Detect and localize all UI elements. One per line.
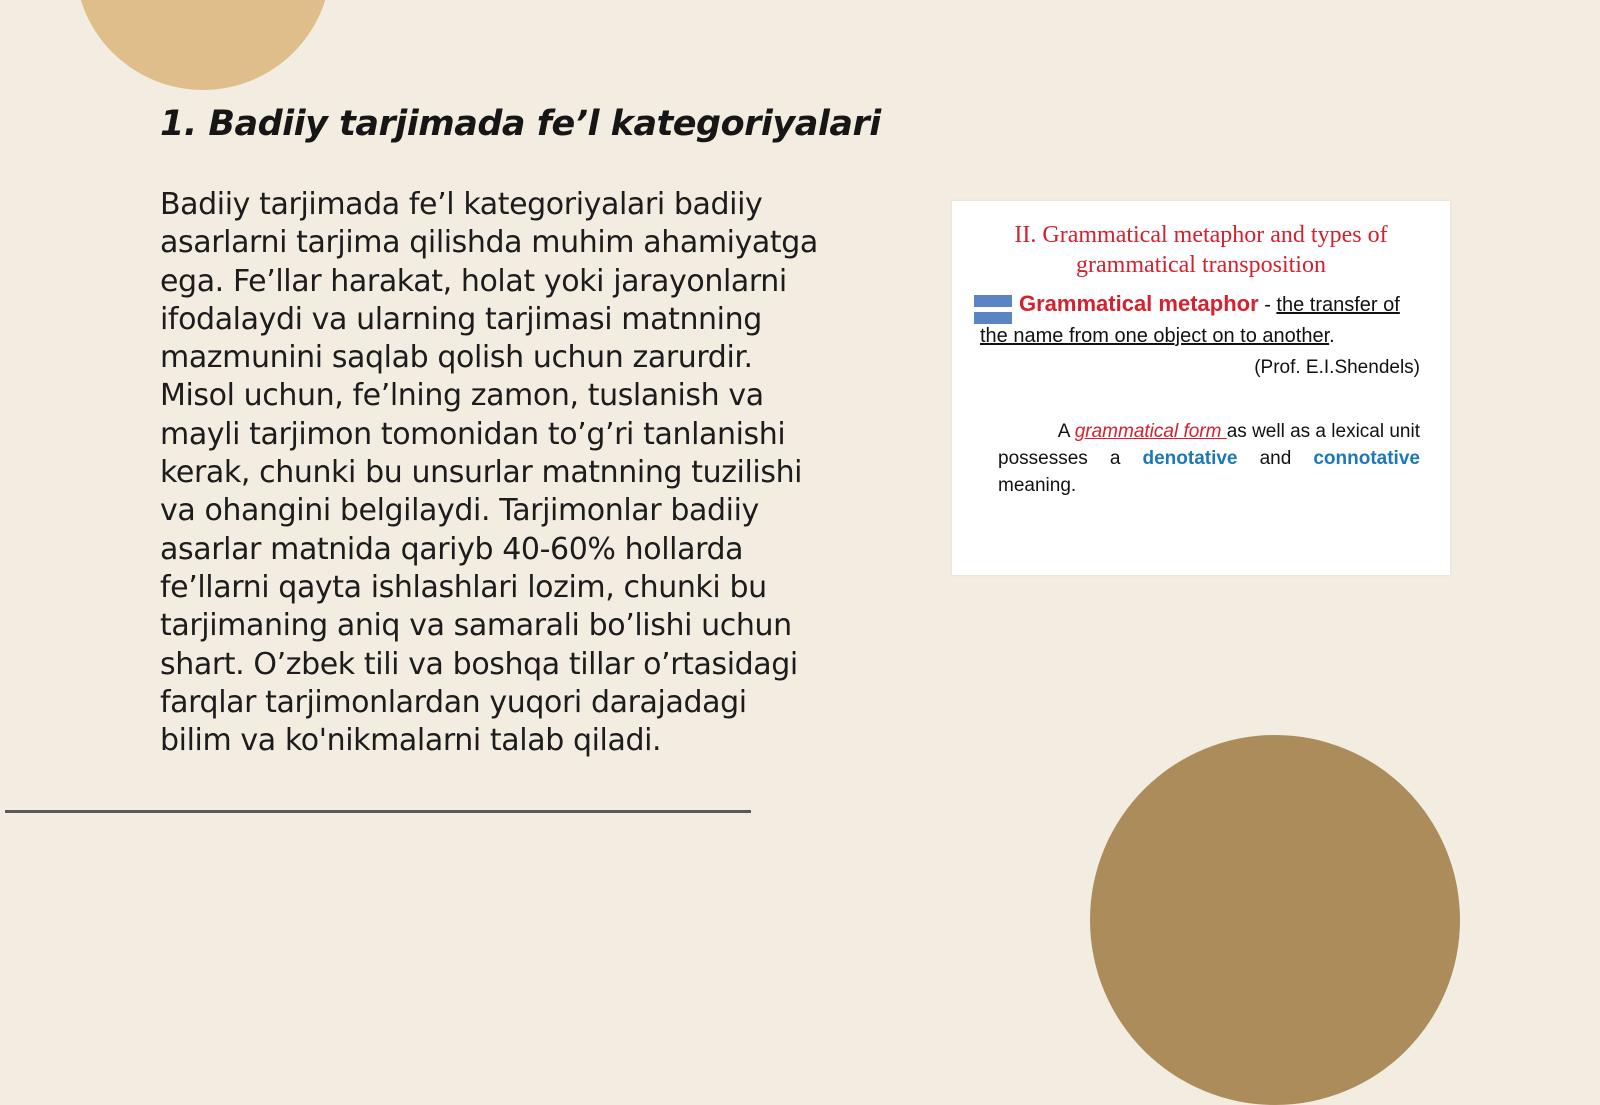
blue-bars-icon xyxy=(974,295,1012,325)
card-title-line: grammatical transposition xyxy=(1076,252,1326,278)
divider-line xyxy=(5,810,751,813)
body-line: bilim va ko'nikmalarni talab qiladi. xyxy=(160,723,662,759)
paragraph-text: A xyxy=(1057,421,1075,442)
meaning-paragraph-line xyxy=(998,421,1420,443)
body-line: ifodalaydi va ularning tarjimasi matnning xyxy=(160,301,762,337)
definition-dash: - xyxy=(1258,294,1277,316)
decorative-circle-top xyxy=(75,0,331,90)
connotative-term: connotative xyxy=(1313,448,1420,469)
body-line: asarlarni tarjima qilishda muhim ahamiyatga xyxy=(160,225,818,261)
card-title-line: II. Grammatical metaphor and types of xyxy=(1014,222,1388,248)
denotative-term: denotative xyxy=(1142,448,1238,469)
body-line: shart. O’zbek tili va boshqa tillar o’rtasidagi xyxy=(160,646,798,682)
slide-body-text xyxy=(160,186,850,760)
attribution: (Prof. E.I.Shendels) xyxy=(1254,357,1420,378)
card-title xyxy=(952,220,1450,280)
definition-term: Grammatical metaphor xyxy=(1019,291,1259,316)
body-line: kerak, chunki bu unsurlar matnning tuzilishi xyxy=(160,455,803,491)
paragraph-text: as well as a lexical unit xyxy=(1226,421,1420,442)
paragraph-word: possesses xyxy=(998,448,1088,469)
definition-end: . xyxy=(1329,325,1335,347)
body-line: mazmunini saqlab qolish uchun zarurdir. xyxy=(160,340,753,376)
paragraph-word: a xyxy=(1109,448,1121,469)
meaning-paragraph-line: meaning. xyxy=(998,475,1077,496)
grammatical-form-term: grammatical form xyxy=(1074,421,1227,442)
definition-text: the transfer of xyxy=(1276,294,1400,316)
grammatical-metaphor-card xyxy=(952,201,1450,575)
body-line: ega. Fe’llar harakat, holat yoki jarayonlarni xyxy=(160,263,787,299)
definition-text: the name from one object on to another xyxy=(980,325,1330,347)
body-line: tarjimaning aniq va samarali bo’lishi uchun xyxy=(160,608,792,644)
slide-title: 1. Badiiy tarjimada fe’l kategoriyalari xyxy=(160,104,881,144)
decorative-circle-bottom xyxy=(1090,735,1460,1105)
body-line: Misol uchun, fe’lning zamon, tuslanish va xyxy=(160,378,764,414)
definition-line xyxy=(980,325,1335,348)
body-line: fe’llarni qayta ishlashlari lozim, chunki bu xyxy=(160,569,767,605)
body-line: va ohangini belgilaydi. Tarjimonlar badiiy xyxy=(160,493,759,529)
body-line: farqlar tarjimonlardan yuqori darajadagi xyxy=(160,684,747,720)
body-line: asarlar matnida qariyb 40-60% hollarda xyxy=(160,531,744,567)
paragraph-word: and xyxy=(1259,448,1292,469)
definition-line xyxy=(1019,291,1400,317)
body-line: mayli tarjimon tomonidan to’g’ri tanlanishi xyxy=(160,416,786,452)
body-line: Badiiy tarjimada fe’l kategoriyalari badiiy xyxy=(160,187,763,222)
meaning-paragraph-line xyxy=(998,448,1420,470)
